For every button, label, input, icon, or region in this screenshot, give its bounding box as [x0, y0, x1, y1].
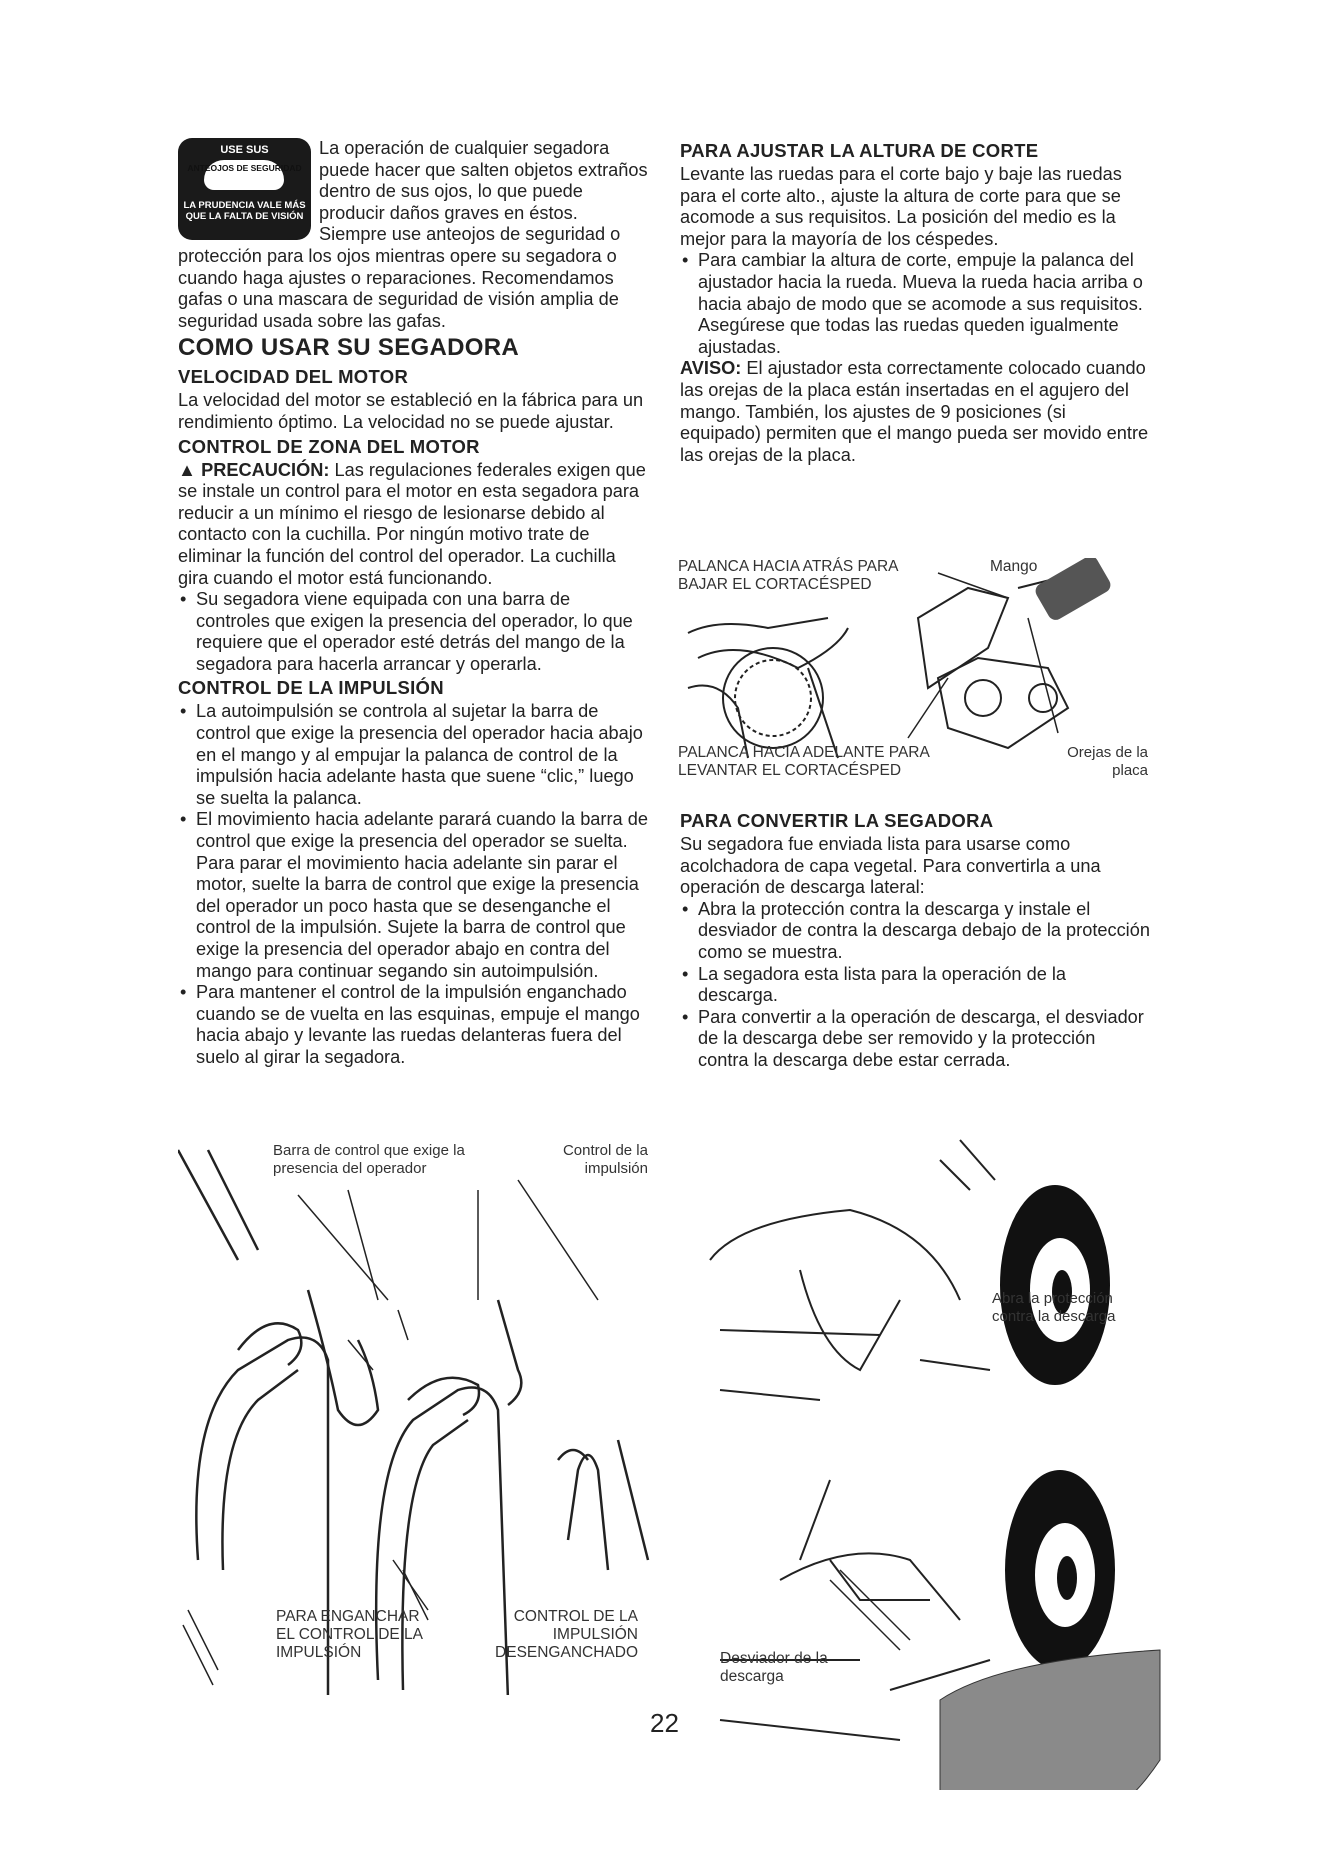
bar-label: Barra de control que exige la presencia del operador	[273, 1142, 465, 1177]
intro-paragraph: La operación de cualquier segadora puede hacer que salten objetos extraños dentro de sus ojos, lo que puede producir daños graves en éstos. Siempre use anteojos de seguridad o protección para los ojos mientras opere su segadora o cuando haga ajustes o reparaciones. Recomendamos gafas o una mascara de seguridad de visión amplia de seguridad usada sobre las gafas.	[178, 138, 648, 331]
convertir-section	[680, 808, 1150, 1072]
altura-heading: PARA AJUSTAR LA ALTURA DE CORTE	[680, 140, 1039, 161]
disengaged-label: CONTROL DE LA IMPULSIÓN DESENGANCHADO	[495, 1608, 638, 1661]
badge-bottom-text: LA PRUDENCIA VALE MÁS QUE LA FALTA DE VISIÓN	[183, 200, 306, 222]
desviador-label: Desviador de la descarga	[720, 1650, 828, 1685]
control-zona-heading: CONTROL DE ZONA DEL MOTOR	[178, 435, 480, 457]
list-item: • Su segadora viene equipada con una barra de controles que exigen la presencia del operador, lo que requiere que el operador esté detrás del mango de la segadora para hacerla arrancar y operarla.	[178, 589, 648, 675]
warning-triangle-icon: ▲	[178, 459, 197, 480]
lever-back-label: PALANCA HACIA ATRÁS PARA BAJAR EL CORTACÉSPED	[678, 558, 898, 593]
badge-mid-text: ANTEOJOS DE SEGURIDAD	[187, 163, 302, 173]
deflector-icon	[940, 1650, 1160, 1790]
aviso-paragraph	[680, 358, 1150, 466]
handle-grip-icon	[1033, 558, 1114, 623]
velocidad-heading: VELOCIDAD DEL MOTOR	[178, 366, 409, 388]
control-label: Control de la impulsión	[562, 1142, 648, 1177]
list-item: • Para convertir a la operación de descarga, el desviador de la descarga debe ser removido y la protección contra la descarga debe estar cerrada.	[680, 1007, 1150, 1072]
mango-label: Mango	[990, 558, 1038, 575]
badge-top-text: USE SUS	[220, 144, 269, 156]
height-adjuster-figure	[678, 558, 1158, 798]
list-item: • Para mantener el control de la impulsión enganchado cuando se de vuelta en las esquinas, empuje el mango hacia abajo y levante las ruedas delanteras fuera del suelo al girar la segadora.	[178, 982, 648, 1068]
list-item: • Abra la protección contra la descarga y instale el desviador de contra la descarga debajo de la protección como se muestra.	[680, 899, 1150, 964]
convertir-text: Su segadora fue enviada lista para usarse como acolchadora de capa vegetal. Para convertirla a una operación de descarga lateral:	[680, 834, 1101, 898]
altura-text: Levante las ruedas para el corte bajo y baje las ruedas para el corte alto., ajuste la altura de corte para que se acomode a sus requisitos. La posición del medio es la mejor para la mayoría de los céspedes.	[680, 164, 1122, 249]
left-column	[178, 138, 648, 1069]
aviso-text: El ajustador esta correctamente colocado cuando las orejas de la placa están insertadas en el agujero del mango. También, los ajustes de 9 posiciones (si equipado) permiten que el mango pueda ser movido entre las orejas de la placa.	[680, 358, 1149, 465]
list-item: • El movimiento hacia adelante parará cuando la barra de control que exige la presencia del operador se suelta. Para parar el movimiento hacia adelante sin parar el motor, suelte la barra de control que exige la presencia del operador un poco hasta que se desenganche el control de la impulsión. Sujete la barra de control que exige la presencia del operador abajo en contra del mango para continuar segando sin autoimpulsión.	[178, 809, 648, 982]
list-item: • Para cambiar la altura de corte, empuje la palanca del ajustador hacia la rueda. Mueva la rueda hacia arriba o hacia abajo de modo que se acomode a sus requisitos. Asegúrese que todas las ruedas queden igualmente ajustadas.	[680, 250, 1150, 358]
convertir-list	[680, 899, 1150, 1072]
impulsion-heading: CONTROL DE LA IMPULSIÓN	[178, 677, 444, 699]
discharge-figure	[700, 1100, 1170, 1790]
wheel-icon	[1005, 1470, 1115, 1670]
section-title: COMO USAR SU SEGADORA	[178, 334, 519, 362]
lever-forward-label: PALANCA HACIA ADELANTE PARA LEVANTAR EL CORTACÉSPED	[678, 744, 929, 779]
discharge-illustration	[700, 1100, 1170, 1790]
page-number: 22	[650, 1708, 679, 1738]
impulsion-list	[178, 701, 648, 1068]
caution-label: PRECAUCIÓN:	[201, 459, 330, 480]
list-item: • La autoimpulsión se controla al sujetar la barra de control que exige la presencia del operador hacia abajo en el mango y al empujar la palanca de control de la impulsión hacia adelante hasta que suene “clic,” luego se suelta la palanca.	[178, 701, 648, 809]
right-column	[680, 138, 1150, 466]
engage-label: PARA ENGANCHAR EL CONTROL DE LA IMPULSIÓN	[276, 1608, 423, 1661]
caution-paragraph	[178, 460, 648, 590]
abra-label: Abra la protección contra la descarga	[992, 1290, 1116, 1325]
drive-control-figure	[178, 1140, 658, 1695]
list-item: • La segadora esta lista para la operación de la descarga.	[680, 964, 1150, 1007]
wheel-icon	[1000, 1185, 1110, 1385]
control-zona-list	[178, 589, 648, 675]
convertir-heading: PARA CONVERTIR LA SEGADORA	[680, 810, 994, 831]
orejas-label: Orejas de la placa	[1067, 744, 1148, 779]
caution-text: Las regulaciones federales exigen que se instale un control para el motor en esta segadora para reducir a un mínimo el riesgo de lesionarse debido al contacto con la cuchilla. Por ningún motivo trate de eliminar la función del control del operador. La cuchilla gira cuando el motor está funcionando.	[178, 459, 646, 588]
safety-goggles-badge	[178, 138, 311, 240]
velocidad-text: La velocidad del motor se estableció en la fábrica para un rendimiento óptimo. La velocidad no se puede ajustar.	[178, 390, 644, 432]
altura-list	[680, 250, 1150, 358]
aviso-label: AVISO:	[680, 358, 742, 379]
